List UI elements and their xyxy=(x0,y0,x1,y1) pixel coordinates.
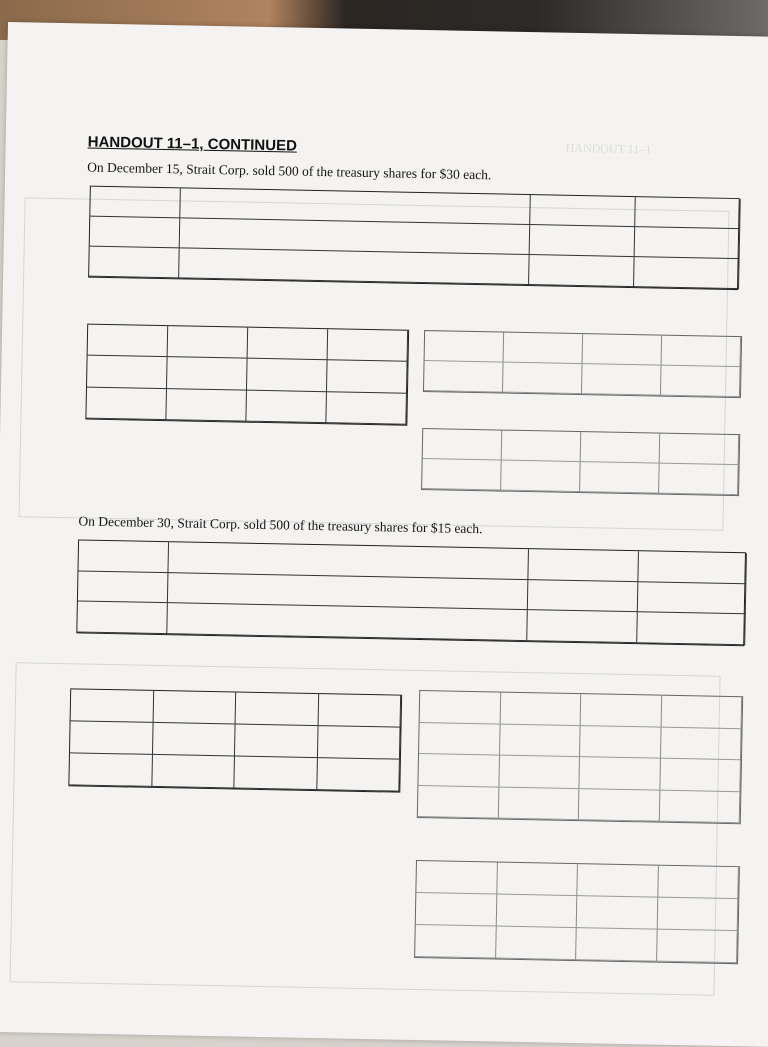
t-account-cell xyxy=(659,790,740,823)
t-account-cell xyxy=(317,726,400,760)
t-account-cell xyxy=(419,723,500,756)
t-account-cell xyxy=(583,334,663,366)
t-account-cell xyxy=(415,925,496,959)
t-account-dec15-right-bottom xyxy=(421,428,740,496)
t-account-cell xyxy=(498,787,579,820)
t-account-cell xyxy=(500,724,581,757)
page-title: HANDOUT 11–1, CONTINUED xyxy=(87,133,298,155)
t-account-dec15-right-top xyxy=(423,330,742,398)
t-account-cell xyxy=(576,928,657,962)
t-account-cell xyxy=(425,331,505,363)
t-account-cell xyxy=(504,333,584,365)
t-account-cell xyxy=(423,429,503,461)
t-account-cell xyxy=(86,387,167,420)
t-account-cell xyxy=(579,757,660,790)
t-account-cell xyxy=(660,727,741,760)
journal-cell xyxy=(637,613,746,646)
t-account-cell xyxy=(660,759,741,792)
t-account-cell xyxy=(88,325,169,358)
t-account-cell xyxy=(660,434,740,466)
t-account-cell xyxy=(87,356,168,389)
t-account-cell xyxy=(496,895,577,929)
dec15-instructions: On December 15, Strait Corp. sold 500 of the treasury shares for $30 each. xyxy=(87,159,492,183)
t-account-cell xyxy=(327,361,408,394)
dec30-instructions: On December 30, Strait Corp. sold 500 of the treasury shares for $15 each. xyxy=(78,513,483,537)
journal-table-dec15 xyxy=(88,186,740,290)
t-account-cell xyxy=(416,861,497,895)
t-account-cell xyxy=(581,694,662,727)
journal-cell xyxy=(528,580,639,613)
journal-cell xyxy=(635,227,741,259)
t-account-cell xyxy=(70,721,153,755)
t-account-cell xyxy=(580,726,661,759)
t-account-cell xyxy=(582,364,662,396)
journal-cell xyxy=(528,549,639,582)
journal-cell xyxy=(77,602,168,634)
journal-cell xyxy=(530,195,636,227)
journal-cell xyxy=(529,255,635,287)
t-account-cell xyxy=(424,361,504,393)
t-account-cell xyxy=(236,693,319,727)
t-account-cell xyxy=(579,789,660,822)
t-account-cell xyxy=(580,462,660,494)
t-account-cell xyxy=(326,392,407,425)
t-account-cell xyxy=(317,758,400,792)
t-account-cell xyxy=(499,756,580,789)
t-account-cell xyxy=(501,461,581,493)
t-account-cell xyxy=(247,359,328,392)
t-account-cell xyxy=(248,328,329,361)
t-account-cell xyxy=(71,689,154,723)
t-account-cell xyxy=(167,357,248,390)
t-account-cell xyxy=(420,691,501,724)
t-account-cell xyxy=(502,431,582,463)
journal-cell xyxy=(89,247,180,279)
t-account-cell xyxy=(153,691,236,725)
journal-cell xyxy=(90,187,181,219)
t-account-dec30-left xyxy=(68,688,402,792)
t-account-cell xyxy=(418,754,499,787)
journal-table-dec30 xyxy=(76,539,746,646)
journal-cell xyxy=(78,571,169,603)
t-account-cell xyxy=(657,898,738,932)
t-account-cell xyxy=(418,786,499,819)
handout-page xyxy=(0,22,768,1047)
t-account-cell xyxy=(577,896,658,930)
journal-cell xyxy=(635,197,741,229)
journal-cell xyxy=(90,217,181,249)
t-account-cell xyxy=(503,363,583,395)
journal-cell xyxy=(530,225,636,257)
t-account-cell xyxy=(234,756,317,790)
t-account-dec30-right-bottom xyxy=(414,860,740,964)
t-account-cell xyxy=(166,389,247,422)
journal-cell xyxy=(179,248,530,285)
bleed-through-text: HANDOUT 11–1 xyxy=(565,140,652,157)
t-account-cell xyxy=(152,723,235,757)
t-account-cell xyxy=(661,366,741,398)
t-account-cell xyxy=(496,927,577,961)
journal-cell xyxy=(78,540,169,572)
t-account-cell xyxy=(657,930,738,964)
t-account-cell xyxy=(152,755,235,789)
t-account-cell xyxy=(659,464,739,496)
t-account-cell xyxy=(422,459,502,491)
t-account-cell xyxy=(328,329,409,362)
t-account-cell xyxy=(577,864,658,898)
t-account-cell xyxy=(497,863,578,897)
journal-cell xyxy=(634,257,740,289)
t-account-cell xyxy=(235,724,318,758)
t-account-cell xyxy=(246,390,327,423)
journal-cell xyxy=(638,551,747,584)
t-account-cell xyxy=(661,696,742,729)
t-account-cell xyxy=(500,693,581,726)
t-account-cell xyxy=(168,326,249,359)
t-account-cell xyxy=(581,432,661,464)
journal-cell xyxy=(527,610,638,643)
journal-cell xyxy=(167,604,528,642)
t-account-cell xyxy=(69,753,152,787)
t-account-cell xyxy=(318,694,401,728)
t-account-cell xyxy=(658,866,739,900)
journal-cell xyxy=(638,582,747,615)
t-account-cell xyxy=(416,893,497,927)
t-account-dec30-right-top xyxy=(417,690,743,824)
t-account-dec15-left xyxy=(85,324,409,426)
t-account-cell xyxy=(662,336,742,368)
